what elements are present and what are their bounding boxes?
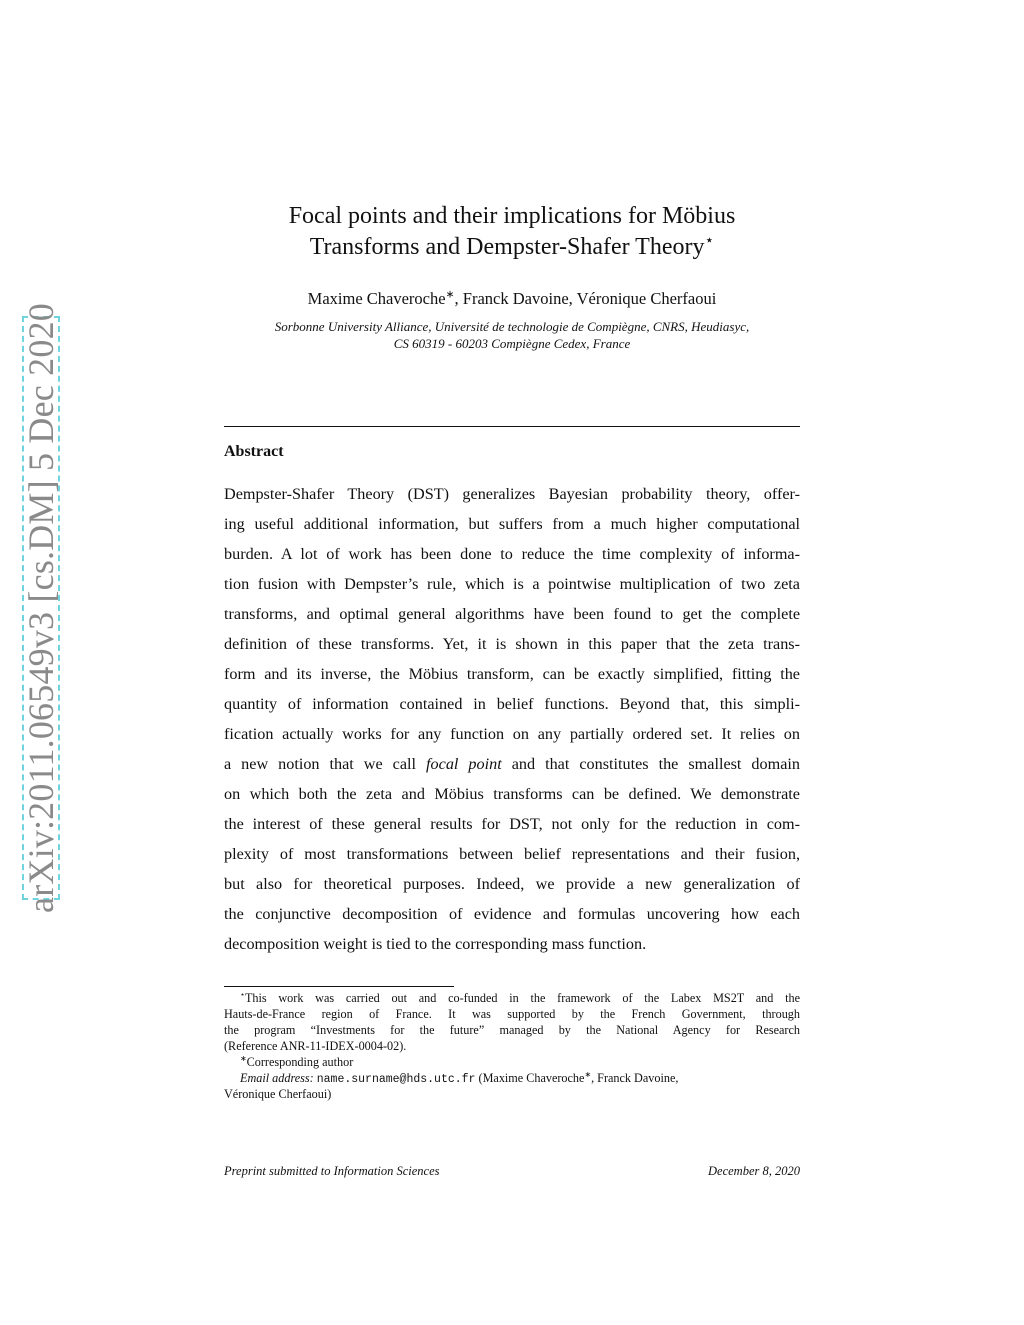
email-label: Email address: (240, 1071, 314, 1085)
footnote-text: (Maxime Chaveroche (475, 1071, 585, 1085)
email-address[interactable]: name.surname@hds.utc.fr (316, 1073, 476, 1086)
first-author: Maxime Chaveroche (307, 289, 446, 308)
affiliation-line-1: Sorbonne University Alliance, Université de technologie de Compiègne, CNRS, Heudiasyc, (274, 319, 750, 334)
arxiv-identifier[interactable]: arXiv:2011.06549v3 [cs.DM] 5 Dec 2020 (21, 303, 61, 913)
title-footnote-mark: ⋆ (704, 232, 715, 249)
abstract-line: definition of these transforms. Yet, it is shown in this paper that the zeta trans- (224, 635, 800, 653)
abstract-line: fication actually works for any function on any partially ordered set. It relies on (224, 725, 800, 743)
abstract-body (224, 479, 800, 959)
affiliation-line-2: CS 60319 - 60203 Compiègne Cedex, France (393, 336, 631, 351)
corresponding-footnote-mark: ∗ (240, 1053, 247, 1063)
email-author-mark: ∗ (584, 1069, 592, 1079)
footnote-funding-line: (Reference ANR-11-IDEX-0004-02). (224, 1039, 407, 1053)
footnote-text: Corresponding author (246, 1055, 354, 1069)
preprint-date: December 8, 2020 (708, 1164, 800, 1178)
title-line-2-text: Transforms and Dempster-Shafer Theory (309, 234, 705, 260)
preprint-note: Preprint submitted to Information Sciences (224, 1164, 440, 1178)
footnote-corresponding (224, 1054, 800, 1070)
footnote-funding-line: the program “Investments for the future” managed by the National Agency for Research (224, 1023, 800, 1037)
title-line-1: Focal points and their implications for Möbius (288, 203, 736, 229)
corresponding-author-mark: ∗ (445, 288, 455, 301)
footnote-text: This work was carried out and co-funded in the framework of the Labex MS2T and the (244, 991, 800, 1005)
focal-point-term: focal point (426, 755, 502, 773)
abstract-line: but also for theoretical purposes. Indeed, we provide a new generalization of (224, 875, 800, 893)
abstract-top-rule (224, 426, 800, 427)
abstract-line: on which both the zeta and Möbius transforms can be defined. We demonstrate (224, 785, 800, 803)
abstract-line: burden. A lot of work has been done to reduce the time complexity of informa- (224, 545, 800, 563)
footnote-funding-line: Hauts-de-France region of France. It was supported by the French Government, through (224, 1007, 800, 1021)
abstract-line-text: and that constitutes the smallest domain (501, 755, 800, 773)
abstract-line: the interest of these general results for DST, not only for the reduction in com- (224, 815, 800, 833)
abstract-heading: Abstract (224, 443, 284, 460)
footnote-rule (224, 986, 454, 987)
title-line-2 (224, 232, 800, 263)
abstract-line-focal-point (224, 749, 800, 779)
footnote-email-line-2: Véronique Cherfaoui) (224, 1087, 332, 1101)
abstract-line: tion fusion with Dempster’s rule, which is a pointwise multiplication of two zeta (224, 575, 800, 593)
footnote-text: , Franck Davoine, (591, 1071, 679, 1085)
other-authors: , Franck Davoine, Véronique Cherfaoui (454, 289, 717, 308)
abstract-line: plexity of most transformations between belief representations and their fusion, (224, 845, 800, 863)
footnote-email-line (224, 1070, 800, 1086)
abstract-line: form and its inverse, the Möbius transform, can be exactly simplified, fitting the (224, 665, 800, 683)
footnotes (224, 990, 800, 1102)
abstract-line: quantity of information contained in belief functions. Beyond that, this simpli- (224, 695, 800, 713)
abstract-last-line: decomposition weight is tied to the corresponding mass function. (224, 935, 647, 953)
abstract-line-text: a new notion that we call (224, 755, 427, 773)
affiliation (224, 318, 800, 352)
abstract-line: transforms, and optimal general algorithms have been found to get the complete (224, 605, 800, 623)
author-list (224, 289, 800, 309)
funding-footnote-mark: ⋆ (240, 989, 245, 999)
abstract-line: Dempster-Shafer Theory (DST) generalizes Bayesian probability theory, offer- (224, 485, 800, 503)
abstract-line: ing useful additional information, but suffers from a much higher computational (224, 515, 800, 533)
abstract-line: the conjunctive decomposition of evidence and formulas uncovering how each (224, 905, 800, 923)
paper-title (224, 201, 800, 263)
footnote-funding-line (224, 990, 800, 1006)
